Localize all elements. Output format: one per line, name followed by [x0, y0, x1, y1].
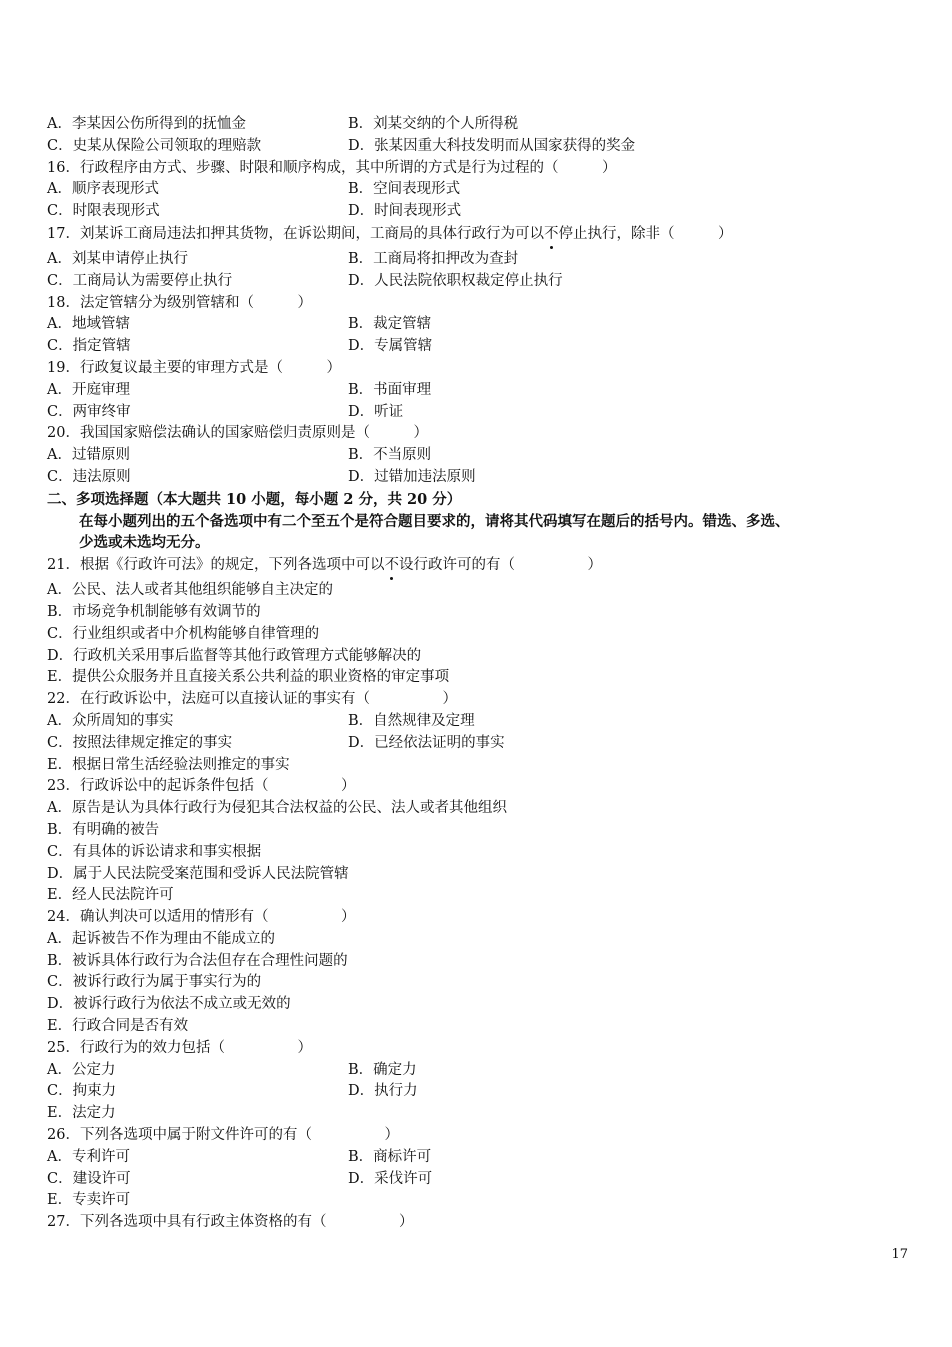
emphasis-dot-char: 不	[384, 554, 399, 576]
option-b: B．自然规律及定理	[348, 712, 475, 729]
q23-option-d: D．属于人民法院受案范围和受诉人民法院管辖	[47, 865, 349, 882]
q25-options-ab	[47, 1060, 917, 1082]
question-20: 20．我国国家赔偿法确认的国家赔偿归责原则是（ ）	[47, 425, 428, 442]
q23-option-e: E．经人民法院许可	[47, 887, 174, 904]
q23-option-b: B．有明确的被告	[47, 821, 160, 838]
q25-options-cd	[47, 1081, 917, 1103]
question-21-text-pre: 21．根据《行政许可法》的规定，下列各选项中可以	[47, 557, 385, 574]
option-c: C．违法原则	[47, 468, 131, 485]
option-a: A．众所周知的事实	[47, 712, 174, 729]
q25-option-e: E．法定力	[47, 1105, 116, 1122]
q20-options-ab	[47, 445, 917, 467]
option-d: D．张某因重大科技发明而从国家获得的奖金	[348, 137, 636, 154]
question-27: 27．下列各选项中具有行政主体资格的有（ ）	[47, 1214, 414, 1231]
question-17-text-pre: 17．刘某诉工商局违法扣押其货物，在诉讼期间，工商局的具体行政行为可以	[47, 225, 544, 242]
question-16: 16．行政程序由方式、步骤、时限和顺序构成，其中所谓的方式是行为过程的（ ）	[47, 159, 617, 176]
q15-options-cd	[47, 136, 917, 158]
q21-option-b: B．市场竞争机制能够有效调节的	[47, 603, 261, 620]
section-heading: 二、多项选择题（本大题共 10 小题，每小题 2 分，共 20 分）	[47, 490, 462, 508]
option-a: A．李某因公伤所得到的抚恤金	[47, 116, 246, 132]
option-c: C．建设许可	[47, 1170, 131, 1187]
question-17	[47, 223, 917, 249]
q24-option-a: A．起诉被告不作为理由不能成立的	[47, 930, 275, 947]
option-c: C．时限表现形式	[47, 203, 160, 220]
question-18: 18．法定管辖分为级别管辖和（ ）	[47, 294, 312, 311]
section-instructions-line-1: 在每小题列出的五个备选项中有二个至五个是符合题目要求的，请将其代码填写在题后的括号内。错选、多选、	[79, 512, 790, 530]
q22-options-cd	[47, 733, 917, 755]
option-c: C．史某从保险公司领取的理赔款	[47, 137, 262, 154]
option-d: D．执行力	[348, 1083, 418, 1100]
question-23: 23．行政诉讼中的起诉条件包括（ ）	[47, 778, 356, 795]
q26-options-ab	[47, 1147, 917, 1169]
q20-options-cd	[47, 467, 917, 489]
q26-option-e: E．专卖许可	[47, 1192, 131, 1209]
option-b: B．书面审理	[348, 381, 432, 398]
question-26: 26．下列各选项中属于附文件许可的有（ ）	[47, 1127, 399, 1144]
option-b: B．不当原则	[348, 447, 432, 464]
option-a: A．公定力	[47, 1061, 116, 1078]
option-b: B．刘某交纳的个人所得税	[348, 116, 519, 132]
q26-options-cd	[47, 1169, 917, 1191]
option-b: B．确定力	[348, 1061, 417, 1078]
option-c: C．拘束力	[47, 1083, 117, 1100]
q23-option-a: A．原告是认为具体行政行为侵犯其合法权益的公民、法人或者其他组织	[47, 800, 507, 817]
q24-option-e: E．行政合同是否有效	[47, 1018, 189, 1035]
q22-options-ab	[47, 711, 917, 733]
q24-option-c: C．被诉行政行为属于事实行为的	[47, 974, 262, 991]
q19-options-cd	[47, 402, 917, 424]
section-instructions-line-2: 少选或未选均无分。	[79, 534, 210, 552]
question-19: 19．行政复议最主要的审理方式是（ ）	[47, 359, 341, 376]
q19-options-ab	[47, 380, 917, 402]
emphasis-dot-char: 不	[544, 223, 559, 245]
option-c: C．两审终审	[47, 403, 131, 420]
question-17-text-post: 停止执行，除非（ ）	[558, 225, 733, 242]
option-a: A．刘某申请停止执行	[47, 250, 188, 267]
q17-options-cd	[47, 271, 917, 293]
q16-options-ab	[47, 179, 917, 201]
option-d: D．人民法院依职权裁定停止执行	[348, 272, 563, 289]
question-22: 22．在行政诉讼中，法庭可以直接认证的事实有（ ）	[47, 691, 457, 708]
question-21-text-post: 设行政许可的有（ ）	[398, 557, 602, 574]
q23-option-c: C．有具体的诉讼请求和事实根据	[47, 843, 262, 860]
q21-option-c: C．行业组织或者中介机构能够自律管理的	[47, 625, 320, 642]
option-a: A．过错原则	[47, 447, 130, 464]
q24-option-b: B．被诉具体行政行为合法但存在合理性问题的	[47, 952, 348, 969]
option-b: B．商标许可	[348, 1148, 432, 1165]
option-a: A．顺序表现形式	[47, 181, 159, 198]
option-b: B．工商局将扣押改为查封	[348, 250, 519, 267]
option-c: C．工商局认为需要停止执行	[47, 272, 233, 289]
option-d: D．已经依法证明的事实	[348, 734, 505, 751]
page-number: 17	[891, 1247, 908, 1262]
option-c: C．指定管辖	[47, 338, 131, 355]
q18-options-cd	[47, 336, 917, 358]
option-b: B．空间表现形式	[348, 181, 461, 198]
question-list	[47, 114, 917, 1234]
option-d: D．听证	[348, 403, 404, 420]
q15-options-ab	[47, 114, 917, 136]
option-b: B．裁定管辖	[348, 316, 432, 333]
q21-option-d: D．行政机关采用事后监督等其他行政管理方式能够解决的	[47, 647, 422, 664]
q24-option-d: D．被诉行政行为依法不成立或无效的	[47, 996, 291, 1013]
q17-options-ab	[47, 249, 917, 271]
option-d: D．时间表现形式	[348, 203, 462, 220]
option-d: D．采伐许可	[348, 1170, 433, 1187]
question-24: 24．确认判决可以适用的情形有（ ）	[47, 909, 356, 926]
option-a: A．专利许可	[47, 1148, 130, 1165]
option-d: D．过错加违法原则	[348, 468, 476, 485]
question-21	[47, 554, 917, 580]
option-a: A．开庭审理	[47, 381, 130, 398]
q18-options-ab	[47, 314, 917, 336]
q21-option-a: A．公民、法人或者其他组织能够自主决定的	[47, 582, 333, 599]
option-a: A．地域管辖	[47, 316, 130, 333]
option-d: D．专属管辖	[348, 338, 433, 355]
q21-option-e: E．提供公众服务并且直接关系公共利益的职业资格的审定事项	[47, 669, 450, 686]
question-25: 25．行政行为的效力包括（ ）	[47, 1039, 312, 1056]
q22-option-e: E．根据日常生活经验法则推定的事实	[47, 756, 290, 773]
option-c: C．按照法律规定推定的事实	[47, 734, 233, 751]
q16-options-cd	[47, 201, 917, 223]
